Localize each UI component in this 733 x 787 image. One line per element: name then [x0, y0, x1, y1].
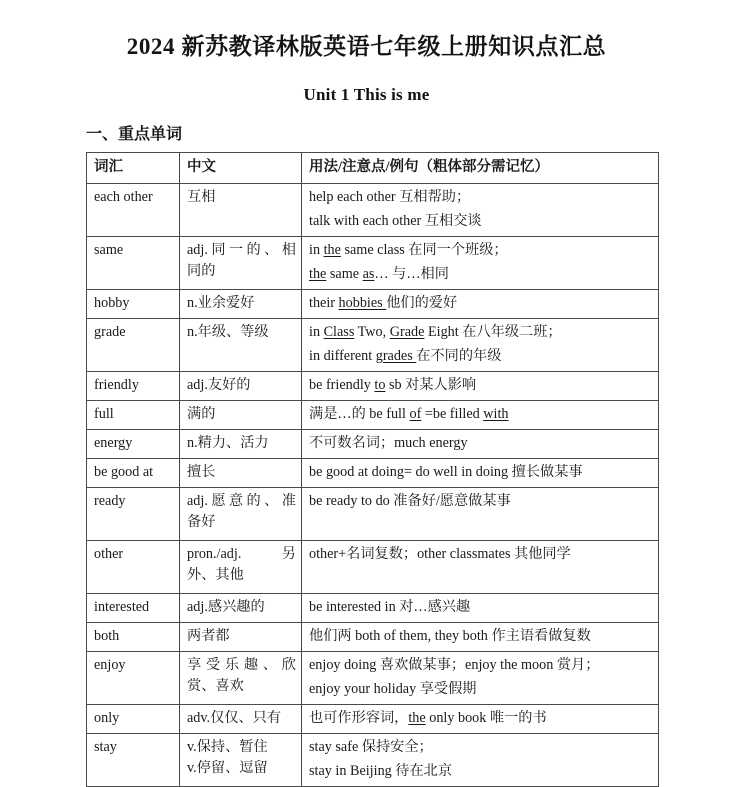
memorize-underline: with — [483, 405, 509, 422]
cell-word — [87, 651, 180, 704]
cell-word — [87, 371, 180, 400]
cell-chinese — [180, 651, 302, 704]
memorize-underline: as — [362, 266, 375, 283]
word-text: energy — [94, 434, 133, 451]
usage-line: the same as… 与…相同 — [309, 266, 449, 283]
usage-line: be friendly to sb 对某人影响 — [309, 376, 477, 393]
chinese-text: 同的 — [187, 263, 216, 280]
usage-line: other+名词复数；other classmates 其他同学 — [309, 545, 571, 562]
cell-chinese — [180, 318, 302, 371]
chinese-text: n.年级、等级 — [187, 323, 269, 340]
chinese-text: 享受乐趣、欣 — [187, 656, 296, 673]
cell-usage — [302, 371, 659, 400]
table-body — [87, 183, 659, 786]
page-title: 2024 新苏教译林版英语七年级上册知识点汇总 — [126, 34, 607, 59]
cell-word — [87, 622, 180, 651]
cell-chinese — [180, 236, 302, 289]
table-row — [87, 289, 659, 318]
usage-line: help each other 互相帮助； — [309, 188, 471, 205]
usage-line: 不可数名词；much energy — [309, 434, 468, 451]
usage-line: in the same class 在同一个班级； — [309, 241, 508, 258]
memorize-underline: to — [374, 376, 386, 393]
cell-usage — [302, 622, 659, 651]
table-row — [87, 704, 659, 733]
usage-line: talk with each other 互相交谈 — [309, 213, 482, 230]
cell-chinese — [180, 593, 302, 622]
usage-line: enjoy your holiday 享受假期 — [309, 681, 477, 698]
word-text: full — [94, 405, 114, 422]
word-text: grade — [94, 323, 126, 340]
column-header-usage: 用法/注意点/例句（粗体部分需记忆） — [302, 153, 659, 184]
usage-line: stay in Beijing 待在北京 — [309, 763, 453, 780]
cell-chinese — [180, 371, 302, 400]
usage-line: 满是…的 be full of =be filled with — [309, 405, 509, 422]
usage-line: 他们两 both of them, they both 作主语看做复数 — [309, 627, 591, 644]
cell-usage — [302, 429, 659, 458]
table-row — [87, 400, 659, 429]
cell-chinese — [180, 540, 302, 593]
chinese-text: n.精力、活力 — [187, 434, 269, 451]
table-row — [87, 183, 659, 236]
word-text: friendly — [94, 376, 139, 393]
table-header-row — [87, 153, 659, 184]
chinese-text: 外、其他 — [187, 567, 244, 584]
chinese-text: 擅长 — [187, 463, 216, 480]
cell-word — [87, 733, 180, 786]
word-text: ready — [94, 492, 126, 509]
memorize-underline: hobbies — [338, 294, 387, 311]
chinese-text: adj.友好的 — [187, 376, 251, 393]
usage-line: stay safe 保持安全； — [309, 738, 433, 755]
chinese-text: pron./adj. 另 — [187, 545, 296, 562]
cell-chinese — [180, 487, 302, 540]
memorize-underline: grades — [375, 348, 417, 365]
word-text: only — [94, 709, 120, 726]
vocabulary-table-container — [0, 148, 733, 787]
word-text: other — [94, 545, 124, 562]
cell-word — [87, 400, 180, 429]
vocabulary-table — [86, 152, 659, 787]
word-text: both — [94, 627, 120, 644]
usage-line: 也可作形容词，the only book 唯一的书 — [309, 709, 547, 726]
cell-word — [87, 429, 180, 458]
table-row — [87, 622, 659, 651]
table-row — [87, 429, 659, 458]
cell-usage — [302, 704, 659, 733]
cell-usage — [302, 458, 659, 487]
word-text: enjoy — [94, 656, 126, 673]
cell-chinese — [180, 289, 302, 318]
word-text: stay — [94, 738, 117, 755]
word-text: same — [94, 241, 124, 258]
usage-line: their hobbies 他们的爱好 — [309, 294, 458, 311]
usage-line: in Class Two, Grade Eight 在八年级二班； — [309, 323, 562, 340]
column-header-chinese: 中文 — [180, 153, 302, 184]
cell-usage — [302, 593, 659, 622]
usage-line: be interested in 对…感兴趣 — [309, 598, 471, 615]
chinese-text: 互相 — [187, 188, 216, 205]
chinese-text: adj.感兴趣的 — [187, 598, 265, 615]
cell-word — [87, 236, 180, 289]
usage-line: be good at doing= do well in doing 擅长做某事 — [309, 463, 583, 480]
table-row — [87, 318, 659, 371]
cell-chinese — [180, 622, 302, 651]
word-text: be good at — [94, 463, 154, 480]
cell-word — [87, 183, 180, 236]
section-heading: 一、重点单词 — [86, 126, 183, 143]
word-text: hobby — [94, 294, 130, 311]
cell-word — [87, 289, 180, 318]
chinese-text: adv.仅仅、只有 — [187, 709, 282, 726]
table-row — [87, 458, 659, 487]
table-row — [87, 593, 659, 622]
cell-usage — [302, 183, 659, 236]
cell-usage — [302, 651, 659, 704]
chinese-text: 满的 — [187, 405, 216, 422]
table-row — [87, 371, 659, 400]
chinese-text: adj.愿意的、准 — [187, 492, 296, 509]
cell-word — [87, 458, 180, 487]
table-row — [87, 651, 659, 704]
unit-title: Unit 1 This is me — [303, 85, 430, 104]
cell-word — [87, 318, 180, 371]
usage-line: be ready to do 准备好/愿意做某事 — [309, 492, 511, 509]
chinese-text: v.保持、暂住 — [187, 738, 268, 755]
cell-usage — [302, 733, 659, 786]
cell-usage — [302, 540, 659, 593]
memorize-underline: Grade — [389, 323, 425, 340]
table-row — [87, 733, 659, 786]
cell-usage — [302, 289, 659, 318]
memorize-underline: of — [409, 405, 422, 422]
table-row — [87, 540, 659, 593]
memorize-underline: Class — [323, 323, 355, 340]
column-header-word: 词汇 — [87, 153, 180, 184]
cell-chinese — [180, 704, 302, 733]
chinese-text: 赏、喜欢 — [187, 678, 244, 695]
cell-word — [87, 593, 180, 622]
cell-chinese — [180, 400, 302, 429]
chinese-text: n.业余爱好 — [187, 294, 255, 311]
memorize-underline: the — [309, 266, 327, 283]
cell-word — [87, 487, 180, 540]
cell-word — [87, 540, 180, 593]
cell-usage — [302, 487, 659, 540]
cell-word — [87, 704, 180, 733]
chinese-text: adj.同一的、相 — [187, 241, 296, 258]
table-row — [87, 487, 659, 540]
usage-line: enjoy doing 喜欢做某事；enjoy the moon 赏月； — [309, 656, 600, 673]
memorize-underline: the — [408, 709, 426, 726]
chinese-text: 两者都 — [187, 627, 230, 644]
usage-line: in different grades 在不同的年级 — [309, 348, 502, 365]
cell-chinese — [180, 429, 302, 458]
word-text: each other — [94, 188, 153, 205]
cell-chinese — [180, 183, 302, 236]
chinese-text: v.停留、逗留 — [187, 760, 268, 777]
table-row — [87, 236, 659, 289]
table-header — [87, 153, 659, 184]
cell-chinese — [180, 458, 302, 487]
chinese-text: 备好 — [187, 514, 216, 531]
cell-usage — [302, 318, 659, 371]
cell-usage — [302, 236, 659, 289]
cell-usage — [302, 400, 659, 429]
memorize-underline: the — [323, 241, 341, 258]
word-text: interested — [94, 598, 150, 615]
cell-chinese — [180, 733, 302, 786]
